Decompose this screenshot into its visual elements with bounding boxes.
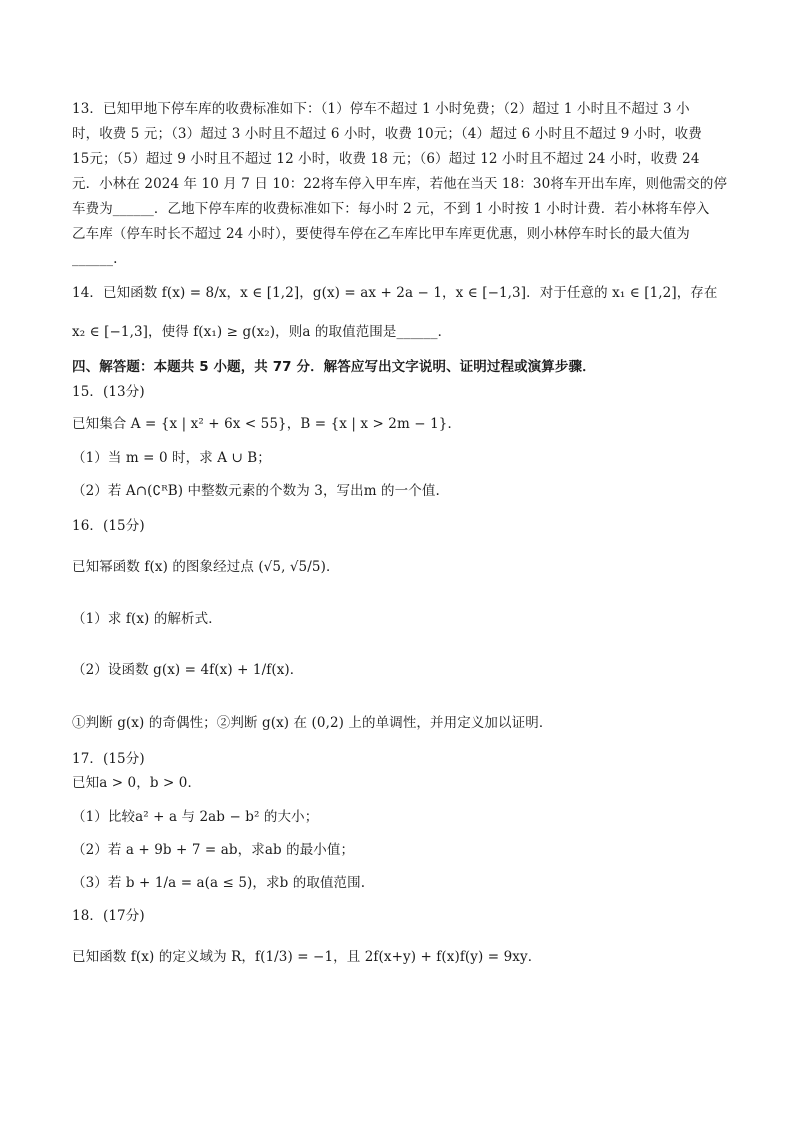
q13-line-5: 车费为______．乙地下停车库的收费标准如下：每小时 2 元，不到 1 小时按 1 小时计费．若小林将车停入 <box>72 201 710 217</box>
q18-stem: 已知函数 f(x) 的定义域为 R，f(1/3) = −1，且 2f(x+y) + f(x)f(y) = 9xy． <box>72 949 542 965</box>
q13-line-6: 乙车库（停车时长不超过 24 小时），要使得车停在乙车库比甲车库更优惠，则小林停车时长的最大值为 <box>72 226 690 242</box>
q16-stem: 已知幂函数 f(x) 的图象经过点 (√5, √5/5)． <box>72 559 340 575</box>
q16-part-1: （1）求 f(x) 的解析式． <box>72 611 222 627</box>
q17-part-2: （2）若 a + 9b + 7 = ab，求ab 的最小值； <box>72 842 355 858</box>
q18-header: 18．(17分) <box>72 908 145 924</box>
q17-part-1: （1）比较a² + a 与 2ab − b² 的大小； <box>72 809 319 825</box>
q16-part-2-subitems: ①判断 g(x) 的奇偶性；②判断 g(x) 在 (0,2) 上的单调性，并用定义加以证明． <box>72 715 553 731</box>
q14-line-2: x₂ ∈ [−1,3]，使得 f(x₁) ≥ g(x₂)，则a 的取值范围是______． <box>72 324 452 340</box>
q15-part-1: （1）当 m = 0 时，求 A ∪ B； <box>72 450 271 466</box>
section-four-heading: 四、解答题：本题共 5 小题，共 77 分．解答应写出文字说明、证明过程或演算步骤． <box>72 359 596 375</box>
q13-line-2: 时，收费 5 元；（3）超过 3 小时且不超过 6 小时，收费 10元；（4）超过 6 小时且不超过 9 小时，收费 <box>72 126 702 142</box>
q17-header: 17．(15分) <box>72 751 145 767</box>
q13-line-4: 元．小林在 2024 年 10 月 7 日 10：22将车停入甲车库，若他在当天 18：30将车开出车库，则他需交的停 <box>72 176 728 192</box>
q16-header: 16．(15分) <box>72 518 145 534</box>
q15-header: 15．(13分) <box>72 384 145 400</box>
q17-stem: 已知a > 0，b > 0． <box>72 775 202 791</box>
q13-line-3: 15元；（5）超过 9 小时且不超过 12 小时，收费 18 元；（6）超过 12 小时且不超过 24 小时，收费 24 <box>72 151 700 167</box>
q16-part-2: （2）设函数 g(x) = 4f(x) + 1/f(x)． <box>72 662 304 678</box>
q17-part-3: （3）若 b + 1/a = a(a ≤ 5)，求b 的取值范围. <box>72 875 366 891</box>
q14-line-1: 14．已知函数 f(x) = 8/x，x ∈ [1,2]，g(x) = ax + 2a − 1，x ∈ [−1,3]．对于任意的 x₁ ∈ [1,2]，存在 <box>72 285 718 301</box>
q15-stem: 已知集合 A = {x | x² + 6x < 55}，B = {x | x > 2m − 1}． <box>72 416 462 432</box>
q13-line-1: 13．已知甲地下停车库的收费标准如下：（1）停车不超过 1 小时免费；（2）超过 1 小时且不超过 3 小 <box>72 101 690 117</box>
q15-part-2: （2）若 A∩(∁ᴿB) 中整数元素的个数为 3，写出m 的一个值. <box>72 483 440 499</box>
q13-line-7: ______. <box>72 251 118 267</box>
